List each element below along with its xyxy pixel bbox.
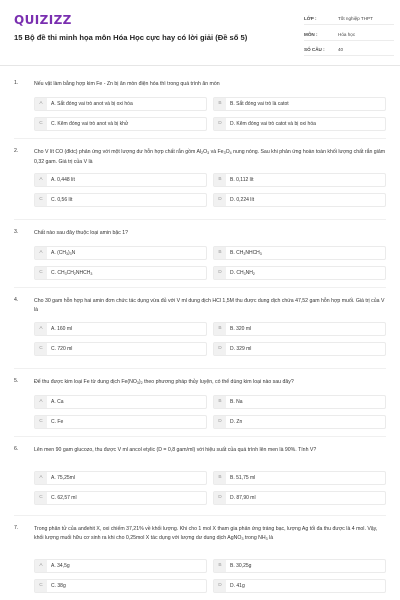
question-text: Trong phân tử của anđehit X, oxi chiếm 37,21% về khối lượng. Khi cho 1 mol X tham gia phản ứng tráng bạc, lượng Ag tối đa thu được là 4 mol. Vậy, khối lượng muối hữu cơ sinh ra khi cho 0,25mol X tác dụng với lượng dư dung dịch AgNO$_3$ trong $NH_3$ là: [34, 526, 378, 541]
option-text: C. 62,57 ml: [51, 495, 77, 502]
answer-option-b[interactable]: [213, 97, 386, 111]
option-letter-badge: A: [35, 98, 47, 110]
option-letter-badge: D: [214, 343, 226, 355]
question-number: 4.: [14, 297, 19, 303]
question-text: Cho 30 gam hỗn hợp hai amin đơn chức tác dụng vừa đủ với V ml dung dịch HCl 1,5M thu được dung dịch chứa 47,52 gam hỗn hợp muối. Giá trị của V là: [34, 298, 385, 313]
question-text: Lên men 90 gam glucozo, thu được V ml ancol etylic (D = 0,8 gam/ml) với hiệu suất của quá trình lên men là 90%. Tính V?: [34, 447, 317, 453]
answer-option-a[interactable]: [34, 395, 207, 409]
option-letter-badge: B: [214, 323, 226, 335]
option-text: C. Fe: [51, 418, 64, 425]
question-text: Cho V lít CO (đktc) phản ứng với một lượng dư hỗn hợp chất rắn gồm $Al_2O_3$ và $Fe_3O_4$ nung nóng. Sau khi phản ứng hoàn toàn khối lượng chất rắn giảm 0,32 gam. Giá trị của V là: [34, 149, 386, 165]
question-number: 3.: [14, 229, 19, 235]
answer-option-b[interactable]: [213, 395, 386, 409]
answer-option-d[interactable]: [213, 579, 386, 593]
page-header: [0, 0, 400, 66]
option-letter-badge: C: [35, 118, 47, 130]
option-text: B. Na: [230, 398, 243, 405]
answer-option-c[interactable]: [34, 193, 207, 207]
option-text: A. 34,5g: [51, 562, 70, 569]
option-letter-badge: C: [35, 343, 47, 355]
quizizz-logo: QUIZIZZ: [14, 13, 72, 27]
question-divider: [14, 138, 386, 139]
question-text: Nếu vật làm bằng hợp kim Fe - Zn bị ăn mòn điện hóa thì trong quá trình ăn mòn: [34, 81, 220, 87]
question-number: 6.: [14, 446, 19, 452]
option-letter-badge: A: [35, 247, 47, 259]
question-text: Để thu được kim loại Fe từ dung dịch $Fe(NO_3)_2$ theo phương pháp thủy luyện, có thể dùng kim loại nào sau đây?: [34, 379, 294, 385]
answer-option-b[interactable]: [213, 322, 386, 336]
option-letter-badge: D: [214, 492, 226, 504]
answer-option-c[interactable]: [34, 579, 207, 593]
meta-label: SỐ CÂU :: [304, 47, 325, 52]
answer-option-a[interactable]: [34, 97, 207, 111]
option-letter-badge: D: [214, 194, 226, 206]
question-number: 5.: [14, 378, 19, 384]
answer-option-b[interactable]: [213, 559, 386, 573]
answer-option-b[interactable]: [213, 471, 386, 485]
answer-option-d[interactable]: [213, 193, 386, 207]
option-letter-badge: B: [214, 247, 226, 259]
meta-label: LỚP :: [304, 16, 317, 21]
option-text: B. 30,25g: [230, 562, 252, 569]
answer-option-d[interactable]: [213, 342, 386, 356]
option-text: B. 320 ml: [230, 326, 252, 333]
answer-option-b[interactable]: [213, 246, 386, 260]
option-letter-badge: A: [35, 472, 47, 484]
answer-option-a[interactable]: [34, 246, 207, 260]
option-letter-badge: B: [214, 98, 226, 110]
meta-label: MÔN :: [304, 31, 318, 37]
option-text: B. $CH_3NHCH_3$: [230, 249, 262, 256]
option-text: B. 0,112 lít: [230, 177, 254, 184]
meta-value: Hóa học: [338, 31, 356, 37]
question-divider: [14, 287, 386, 288]
option-letter-badge: B: [214, 472, 226, 484]
option-letter-badge: B: [214, 174, 226, 186]
option-letter-badge: B: [214, 560, 226, 572]
meta-row-subject: [304, 30, 394, 41]
answer-option-c[interactable]: [34, 491, 207, 505]
option-letter-badge: D: [214, 267, 226, 279]
answer-option-b[interactable]: [213, 173, 386, 187]
answer-option-d[interactable]: [213, 415, 386, 429]
option-letter-badge: D: [214, 416, 226, 428]
option-letter-badge: B: [214, 396, 226, 408]
answer-option-a[interactable]: [34, 471, 207, 485]
option-text: D. 329 ml: [230, 346, 252, 353]
answer-option-a[interactable]: [34, 322, 207, 336]
meta-panel: [304, 14, 394, 61]
meta-row-class: [304, 14, 394, 25]
question-number: 2.: [14, 148, 19, 154]
option-text: A. Ca: [51, 398, 64, 405]
meta-value: 40: [338, 47, 344, 52]
option-letter-badge: D: [214, 118, 226, 130]
option-text: A. 160 ml: [51, 326, 73, 333]
page-title: 15 Bộ đề thi minh họa môn Hóa Học cực hay có lời giải (Đề số 5): [14, 33, 248, 42]
question-number: 1.: [14, 80, 19, 86]
option-letter-badge: C: [35, 267, 47, 279]
option-text: A. Sắt đóng vai trò anot và bị oxi hóa: [51, 100, 133, 107]
meta-row-count: [304, 45, 394, 56]
option-letter-badge: C: [35, 492, 47, 504]
option-text: C. 38g: [51, 582, 66, 589]
option-text: C. Kẽm đóng vai trò anot và bị khử: [51, 120, 129, 127]
option-text: C. 720 ml: [51, 346, 73, 353]
question-text: Chất nào sau đây thuộc loại amin bậc 1?: [34, 230, 129, 236]
question-divider: [14, 436, 386, 437]
option-text: A. 0,448 lít: [51, 177, 75, 184]
question-number: 7.: [14, 525, 19, 531]
answer-option-a[interactable]: [34, 173, 207, 187]
question-divider: [14, 219, 386, 220]
option-text: D. 87,90 ml: [230, 495, 256, 502]
option-letter-badge: D: [214, 580, 226, 592]
option-text: D. Zn: [230, 418, 243, 425]
option-text: A. 75,25ml: [51, 475, 75, 482]
option-text: D. 41g: [230, 582, 245, 589]
option-letter-badge: C: [35, 580, 47, 592]
question-divider: [14, 515, 386, 516]
answer-option-a[interactable]: [34, 559, 207, 573]
option-letter-badge: C: [35, 416, 47, 428]
answer-option-d[interactable]: [213, 117, 386, 131]
option-text: C. 0,56 lít: [51, 197, 73, 204]
option-text: B. 51,75 ml: [230, 475, 256, 482]
option-letter-badge: A: [35, 396, 47, 408]
question-divider: [14, 368, 386, 369]
option-text: C. $CH_3CH_2NHCH_3$: [51, 269, 93, 276]
answer-option-d[interactable]: [213, 266, 386, 280]
option-text: A. $(CH_3)_3N$: [51, 249, 76, 256]
option-letter-badge: C: [35, 194, 47, 206]
option-letter-badge: A: [35, 323, 47, 335]
option-text: B. Sắt đóng vai trò là catot: [230, 100, 289, 107]
answer-option-c[interactable]: [34, 117, 207, 131]
answer-option-c[interactable]: [34, 342, 207, 356]
option-text: D. Kẽm đóng vai trò catot và bị oxi hóa: [230, 120, 316, 127]
answer-option-c[interactable]: [34, 266, 207, 280]
option-letter-badge: A: [35, 174, 47, 186]
answer-option-c[interactable]: [34, 415, 207, 429]
option-text: D. $CH_3NH_2$: [230, 269, 255, 276]
answer-option-d[interactable]: [213, 491, 386, 505]
meta-value: Tốt nghiệp THPT: [338, 16, 373, 21]
option-text: D. 0,224 lít: [230, 197, 255, 204]
option-letter-badge: A: [35, 560, 47, 572]
